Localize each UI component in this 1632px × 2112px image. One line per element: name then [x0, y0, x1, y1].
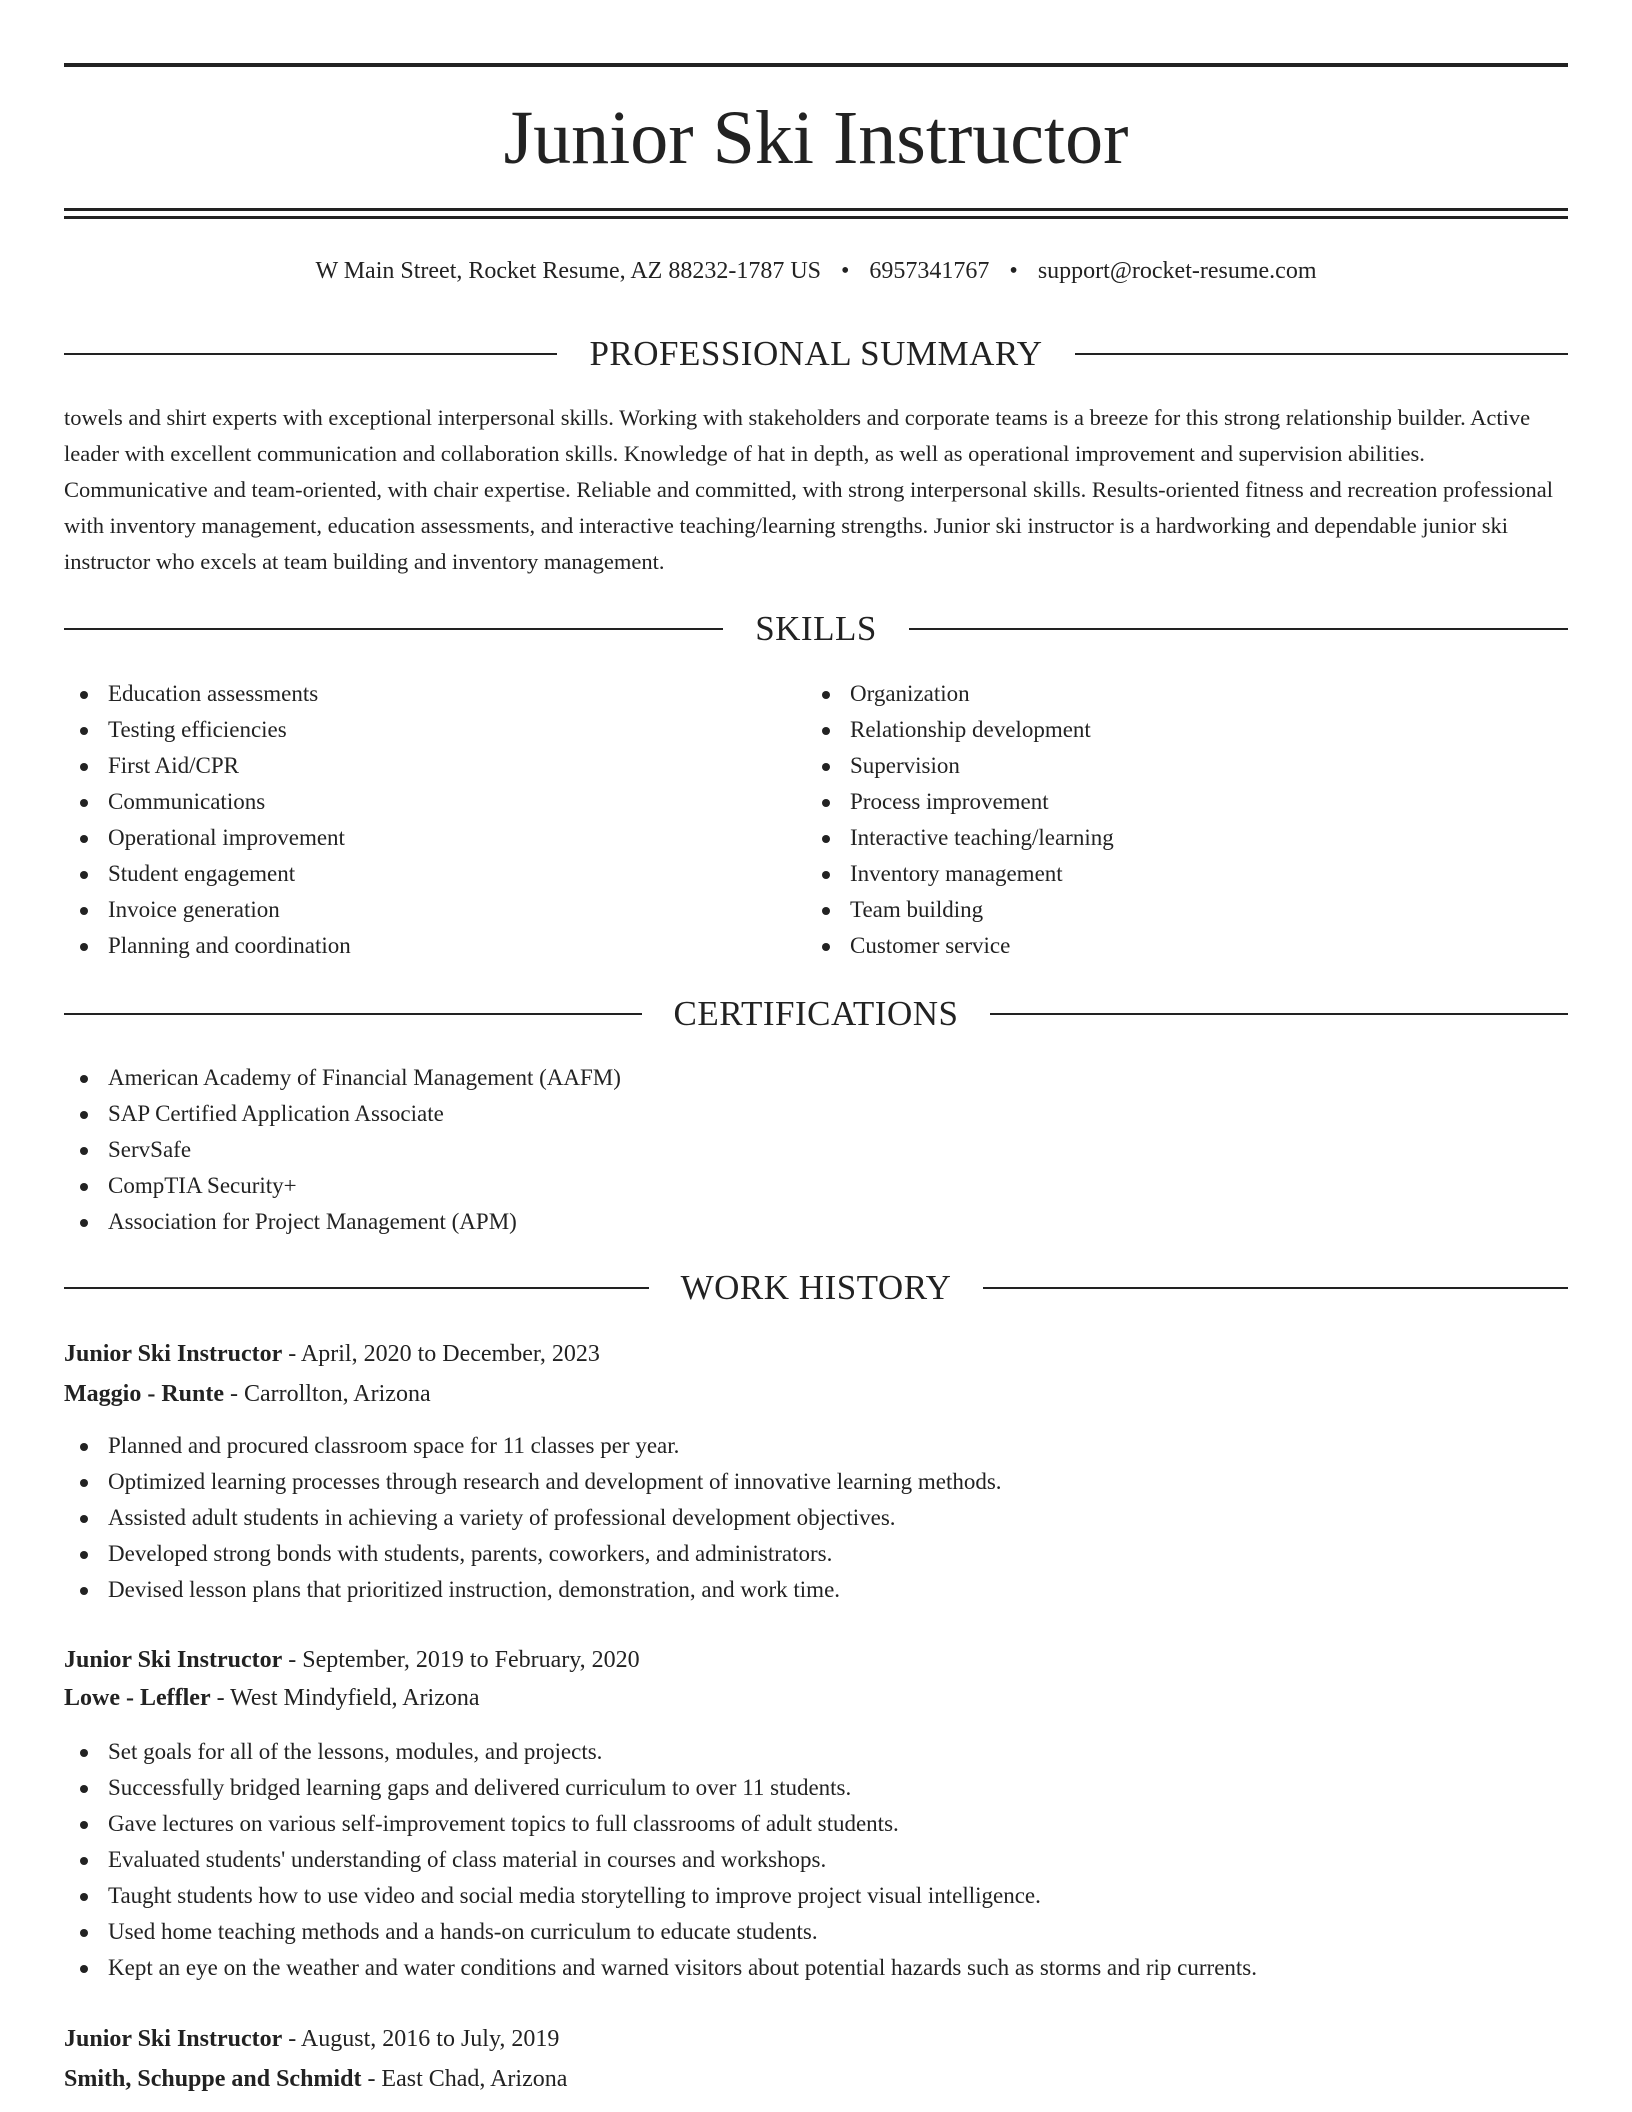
skill-item: Planning and coordination	[64, 928, 784, 964]
job-title-line	[64, 1642, 640, 1678]
contact-email: support@rocket-resume.com	[1037, 258, 1317, 284]
certification-item: CompTIA Security+	[64, 1168, 1568, 1204]
summary-title: PROFESSIONAL SUMMARY	[589, 334, 1043, 373]
job-company-line	[64, 1680, 480, 1716]
skill-item: Testing efficiencies	[64, 712, 784, 748]
certification-item: SAP Certified Application Associate	[64, 1096, 1568, 1132]
skill-item: Team building	[806, 892, 1526, 928]
job-dates: - August, 2016 to July, 2019	[282, 2026, 560, 2052]
job-bullet: Devised lesson plans that prioritized instruction, demonstration, and work time.	[64, 1572, 1568, 1608]
heading-rule	[1075, 353, 1568, 355]
skill-item: Communications	[64, 784, 784, 820]
job-company-line	[64, 1376, 431, 1412]
contact-separator: •	[841, 258, 850, 284]
certification-item: Association for Project Management (APM)	[64, 1204, 1568, 1240]
skill-item: First Aid/CPR	[64, 748, 784, 784]
job-dates: - April, 2020 to December, 2023	[282, 1341, 600, 1367]
job-bullet: Evaluated students' understanding of class material in courses and workshops.	[64, 1842, 1568, 1878]
job-bullet: Used home teaching methods and a hands-on curriculum to educate students.	[64, 1914, 1568, 1950]
skills-list-left	[64, 676, 784, 964]
certifications-section-heading	[64, 992, 1568, 1036]
heading-rule	[983, 1287, 1568, 1289]
job-location: - West Mindyfield, Arizona	[210, 1685, 480, 1711]
skill-item: Organization	[806, 676, 1526, 712]
work-history-title: WORK HISTORY	[680, 1268, 952, 1307]
heading-rule	[64, 628, 723, 630]
heading-rule	[64, 1287, 649, 1289]
work-history-section-heading	[64, 1266, 1568, 1310]
job-company: Smith, Schuppe and Schmidt	[64, 2066, 362, 2092]
skills-title: SKILLS	[755, 609, 877, 648]
header-bottom-rule-double	[64, 216, 1568, 219]
job-bullet: Developed strong bonds with students, parents, coworkers, and administrators.	[64, 1536, 1568, 1572]
job-bullet: Successfully bridged learning gaps and delivered curriculum to over 11 students.	[64, 1770, 1568, 1806]
header-top-rule	[64, 63, 1568, 67]
summary-text: towels and shirt experts with exceptional interpersonal skills. Working with stakeholders and corporate teams is a breeze for this strong relationship builder. Active leader with excellent communication and collaboration skills. Knowledge of hat in depth, as well as operational improvement and supervision abilities. Communicative and team-oriented, with chair expertise. Reliable and committed, with strong interpersonal skills. Results-oriented fitness and recreation professional with inventory management, education assessments, and interactive teaching/learning strengths. Junior ski instructor is a hardworking and dependable junior ski instructor who excels at team building and inventory management.	[64, 405, 1553, 574]
job-title: Junior Ski Instructor	[64, 2026, 283, 2052]
job-bullet: Taught students how to use video and social media storytelling to improve project visual intelligence.	[64, 1878, 1568, 1914]
certifications-list	[64, 1060, 1568, 1240]
skill-item: Customer service	[806, 928, 1526, 964]
job-title: Junior Ski Instructor	[64, 1647, 283, 1673]
job-location: - Carrollton, Arizona	[223, 1381, 431, 1407]
job-bullet: Set goals for all of the lessons, modules, and projects.	[64, 1734, 1568, 1770]
skill-item: Student engagement	[64, 856, 784, 892]
skills-section-heading	[64, 607, 1568, 651]
skill-item: Inventory management	[806, 856, 1526, 892]
skill-item: Interactive teaching/learning	[806, 820, 1526, 856]
heading-rule	[990, 1013, 1568, 1015]
job-bullet: Kept an eye on the weather and water conditions and warned visitors about potential hazards such as storms and rip currents.	[64, 1950, 1568, 1986]
skill-item: Operational improvement	[64, 820, 784, 856]
job-bullets	[64, 1734, 1568, 1986]
job-company-line	[64, 2061, 567, 2097]
skill-item: Invoice generation	[64, 892, 784, 928]
certifications-title: CERTIFICATIONS	[673, 994, 959, 1033]
certification-item: American Academy of Financial Management (AAFM)	[64, 1060, 1568, 1096]
resume-name: Junior Ski Instructor	[503, 96, 1129, 180]
job-bullet: Assisted adult students in achieving a variety of professional development objectives.	[64, 1500, 1568, 1536]
job-bullet: Optimized learning processes through research and development of innovative learning methods.	[64, 1464, 1568, 1500]
job-dates: - September, 2019 to February, 2020	[282, 1647, 640, 1673]
job-location: - East Chad, Arizona	[361, 2066, 568, 2092]
header-bottom-rule	[64, 208, 1568, 211]
contact-address: W Main Street, Rocket Resume, AZ 88232-1787 US	[315, 258, 821, 284]
summary-section-heading	[64, 332, 1568, 376]
heading-rule	[64, 353, 557, 355]
job-bullet: Gave lectures on various self-improvement topics to full classrooms of adult students.	[64, 1806, 1568, 1842]
job-title-line	[64, 1336, 600, 1372]
job-bullet: Planned and procured classroom space for 11 classes per year.	[64, 1428, 1568, 1464]
skill-item: Process improvement	[806, 784, 1526, 820]
skill-item: Relationship development	[806, 712, 1526, 748]
contact-separator: •	[1009, 258, 1018, 284]
skill-item: Education assessments	[64, 676, 784, 712]
skill-item: Supervision	[806, 748, 1526, 784]
job-company: Lowe - Leffler	[64, 1685, 211, 1711]
heading-rule	[909, 628, 1568, 630]
heading-rule	[64, 1013, 642, 1015]
job-bullets	[64, 1428, 1568, 1608]
contact-line	[64, 255, 1568, 287]
job-title: Junior Ski Instructor	[64, 1341, 283, 1367]
job-company: Maggio - Runte	[64, 1381, 224, 1407]
certification-item: ServSafe	[64, 1132, 1568, 1168]
skills-list-right	[806, 676, 1526, 964]
job-title-line	[64, 2021, 559, 2057]
contact-phone: 6957341767	[869, 258, 990, 284]
